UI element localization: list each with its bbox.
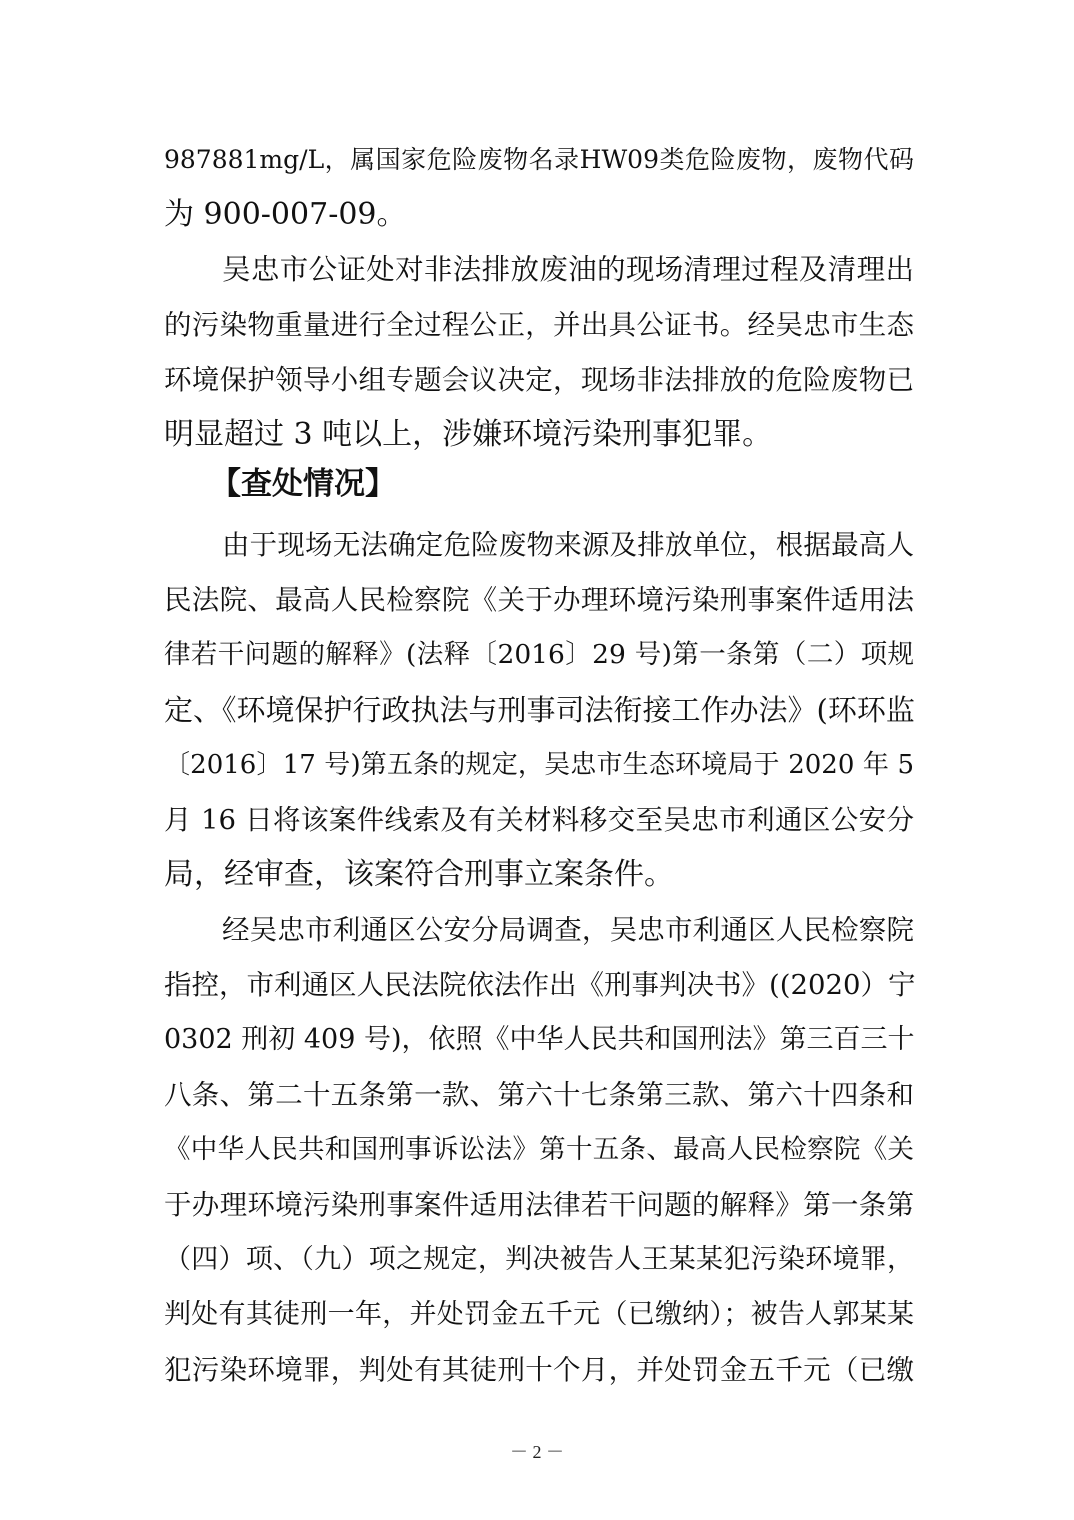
paragraph-line: 于办理环境污染刑事案件适用法律若干问题的解释》第一条第 bbox=[164, 1189, 914, 1221]
paragraph-line: 经吴忠市利通区公安分局调查，吴忠市利通区人民检察院 bbox=[222, 914, 914, 946]
paragraph-line: 犯污染环境罪，判处有其徒刑十个月，并处罚金五千元（已缴 bbox=[164, 1354, 914, 1386]
paragraph-line: 判处有其徒刑一年，并处罚金五千元（已缴纳）；被告人郭某某 bbox=[164, 1299, 914, 1330]
paragraph-line: （四）项、（九）项之规定，判决被告人王某某犯污染环境罪， bbox=[164, 1244, 914, 1275]
paragraph-line: 〔2016〕17 号)第五条的规定，吴忠市生态环境局于 2020 年 5 bbox=[164, 750, 914, 780]
paragraph-line: 八条、第二十五条第一款、第六十七条第三款、第六十四条和 bbox=[164, 1079, 914, 1111]
paragraph-line: 由于现场无法确定危险废物来源及排放单位，根据最高人 bbox=[222, 529, 914, 561]
paragraph-line: 环境保护领导小组专题会议决定，现场非法排放的危险废物已 bbox=[164, 364, 914, 396]
paragraph-line: 为 900-007-09。 bbox=[164, 197, 407, 232]
paragraph-line: 吴忠市公证处对非法排放废油的现场清理过程及清理出 bbox=[222, 253, 914, 286]
paragraph-line: 0302 刑初 409 号)，依照《中华人民共和国刑法》第三百三十 bbox=[164, 1024, 915, 1055]
paragraph-line: 的污染物重量进行全过程公正，并出具公证书。经吴忠市生态 bbox=[164, 309, 914, 341]
section-heading: 【查处情况】 bbox=[210, 466, 396, 502]
paragraph-line: 《中华人民共和国刑事诉讼法》第十五条、最高人民检察院《关 bbox=[164, 1134, 914, 1165]
paragraph-line: 局，经审查，该案符合刑事立案条件。 bbox=[164, 857, 674, 892]
paragraph-line: 月 16 日将该案件线索及有关材料移交至吴忠市利通区公安分 bbox=[164, 804, 914, 836]
paragraph-line: 指控，市利通区人民法院依法作出《刑事判决书》((2020）宁 bbox=[164, 969, 916, 1001]
paragraph-line: 987881mg/L，属国家危险废物名录HW09类危险废物，废物代码 bbox=[164, 145, 914, 174]
paragraph-line: 明显超过 3 吨以上，涉嫌环境污染刑事犯罪。 bbox=[164, 417, 773, 452]
page-number: － 2 － bbox=[510, 1442, 564, 1462]
paragraph-line: 定、《环境保护行政执法与刑事司法衔接工作办法》(环环监 bbox=[164, 693, 915, 727]
paragraph-line: 民法院、最高人民检察院《关于办理环境污染刑事案件适用法 bbox=[164, 584, 914, 616]
paragraph-line: 律若干问题的解释》(法释〔2016〕29 号)第一条第（二）项规 bbox=[164, 639, 914, 670]
